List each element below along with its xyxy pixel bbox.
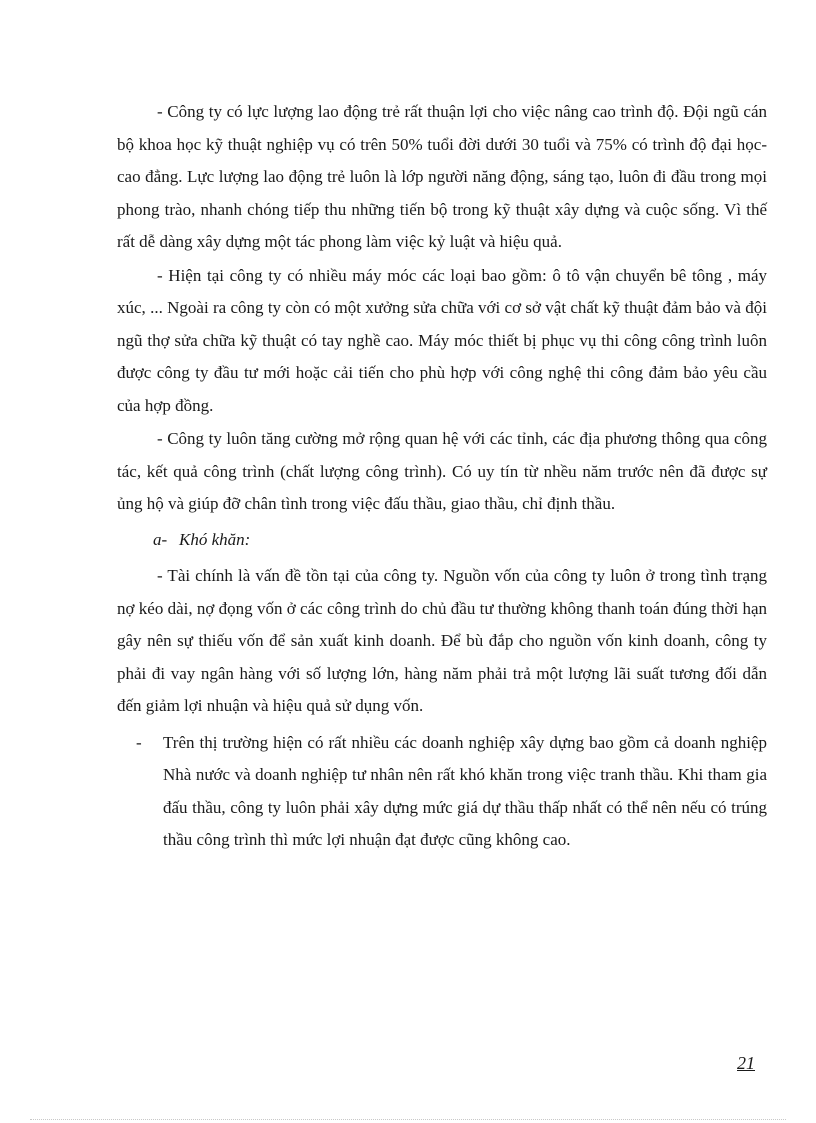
footer-divider <box>30 1119 786 1120</box>
section-heading <box>117 524 767 557</box>
bullet-item-competition <box>117 727 767 857</box>
bullet-marker: - <box>136 732 142 752</box>
paragraph-young-workforce: - Công ty có lực lượng lao động trẻ rất thuận lợi cho việc nâng cao trình độ. Đội ngũ cán bộ khoa học kỹ thuật nghiệp vụ có trên 50% tuổi đời dưới 30 tuổi và 75% có trình độ đại học- cao đẳng. Lực lượng lao động trẻ luôn là lớp người năng động, sáng tạo, luôn đi đầu trong mọi phong trào, nhanh chóng tiếp thu những tiến bộ trong kỹ thuật xây dựng và cuộc sống. Vì thế rất dễ dàng xây dựng một tác phong làm việc kỷ luật và hiệu quả. <box>117 102 767 251</box>
section-heading-number: a- <box>153 529 168 549</box>
page-number: 21 <box>737 1053 755 1073</box>
page-body <box>117 96 767 857</box>
paragraph-machinery: - Hiện tại công ty có nhiều máy móc các loại bao gồm: ô tô vận chuyển bê tông , máy xúc, ... Ngoài ra công ty còn có một xưởng sửa chữa với cơ sở vật chất kỹ thuật đảm bảo và đội ngũ thợ sửa chữa kỹ thuật có tay nghề cao. Máy móc thiết bị phục vụ thi công công trình luôn được công ty đầu tư mới hoặc cải tiến cho phù hợp với công nghệ thi công đảm bảo yêu cầu của hợp đồng. <box>117 265 767 415</box>
paragraph-finance: - Tài chính là vấn đề tồn tại của công ty. Nguồn vốn của công ty luôn ở trong tình trạng nợ kéo dài, nợ đọng vốn ở các công trình do chủ đầu tư thường không thanh toán đúng thời hạn gây nên sự thiếu vốn để sản xuất kinh doanh. Để bù đắp cho nguồn vốn kinh doanh, công ty phải đi vay ngân hàng với số lượng lớn, hàng năm phải trả một lượng lãi suất tương đối dẫn đến giảm lợi nhuận và hiệu quả sử dụng vốn. <box>117 566 767 715</box>
section-heading-text: Khó khăn: <box>179 529 251 549</box>
paragraph-relations: - Công ty luôn tăng cường mở rộng quan hệ với các tỉnh, các địa phương thông qua công tác, kết quả công trình (chất lượng công trình). Có uy tín từ nhều năm trước nên đã được sự ủng hộ và giúp đỡ chân tình trong việc đấu thầu, giao thầu, chỉ định thầu. <box>117 429 767 513</box>
bullet-text: Trên thị trường hiện có rất nhiều các doanh nghiệp xây dựng bao gồm cả doanh nghiệp Nhà nước và doanh nghiệp tư nhân nên rất khó khăn trong việc tranh thầu. Khi tham gia đấu thầu, công ty luôn phải xây dựng mức giá dự thầu thấp nhất có thể nên nếu có trúng thầu công trình thì mức lợi nhuận đạt được cũng không cao. <box>163 732 767 849</box>
